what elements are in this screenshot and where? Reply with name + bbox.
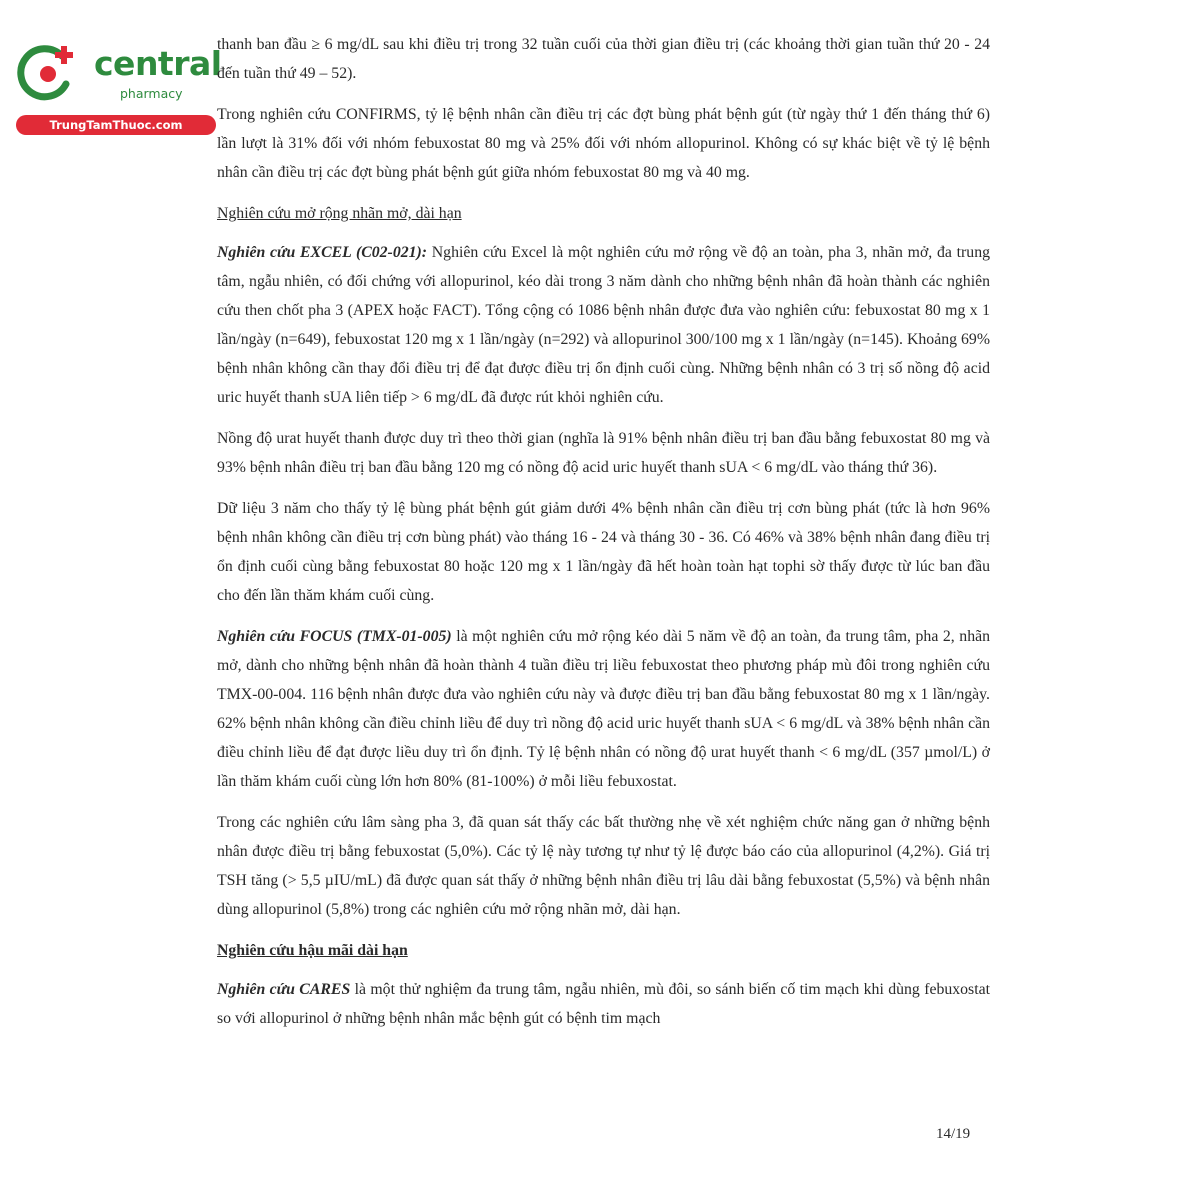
paragraph-cares	[217, 975, 990, 1033]
paragraph-cares-text: là một thử nghiệm đa trung tâm, ngẫu nhiên, mù đôi, so sánh biến cố tim mạch khi dùng febuxostat so với allopurinol ở những bệnh nhân mắc bệnh gút có bệnh tim mạch	[217, 981, 990, 1027]
paragraph-focus	[217, 622, 990, 796]
paragraph-focus-text: là một nghiên cứu mở rộng kéo dài 5 năm về độ an toàn, đa trung tâm, pha 2, nhãn mở, dành cho những bệnh nhân đã hoàn thành 4 tuần điều trị liều febuxostat theo phương pháp mù đôi trong nghiên cứu TMX-00-004. 116 bệnh nhân được đưa vào nghiên cứu này và được điều trị ban đầu bằng febuxostat 80 mg x 1 lần/ngày. 62% bệnh nhân không cần điều chỉnh liều để duy trì nồng độ acid uric huyết thanh sUA < 6 mg/dL và 38% bệnh nhân cần điều chỉnh liều để đạt được liều duy trì ổn định. Tỷ lệ bệnh nhân có nồng độ urat huyết thanh < 6 mg/dL (357 µmol/L) ở lần thăm khám cuối cùng lớn hơn 80% (81-100%) ở mỗi liều febuxostat.	[217, 628, 991, 790]
paragraph-excel-text: Nghiên cứu Excel là một nghiên cứu mở rộng về độ an toàn, pha 3, nhãn mở, đa trung tâm, ngẫu nhiên, có đối chứng với allopurinol, kéo dài trong 3 năm dành cho những bệnh nhân đã hoàn thành các nghiên cứu then chốt pha 3 (APEX hoặc FACT). Tổng cộng có 1086 bệnh nhân được đưa vào nghiên cứu: febuxostat 80 mg x 1 lần/ngày (n=649), febuxostat 120 mg x 1 lần/ngày (n=292) và allopurinol 300/100 mg x 1 lần/ngày (n=145). Khoảng 69% bệnh nhân không cần thay đổi điều trị để đạt được điều trị ổn định cuối cùng. Những bệnh nhân có 3 trị số nồng độ acid uric huyết thanh sUA liên tiếp > 6 mg/dL đã được rút khỏi nghiên cứu.	[217, 244, 990, 406]
pharmacy-logo-icon	[16, 42, 80, 106]
section-heading-postmarketing: Nghiên cứu hậu mãi dài hạn	[217, 942, 408, 959]
central-pharmacy-logo	[8, 30, 222, 140]
section-heading-open-label: Nghiên cứu mở rộng nhãn mở, dài hạn	[217, 205, 462, 222]
paragraph-urate-maintained: Nồng độ urat huyết thanh được duy trì theo thời gian (nghĩa là 91% bệnh nhân điều trị ban đầu bằng febuxostat 80 mg và 93% bệnh nhân điều trị ban đầu bằng 120 mg có nồng độ acid uric huyết thanh sUA < 6 mg/dL vào tháng thứ 36).	[217, 430, 990, 476]
paragraph-excel	[217, 238, 990, 412]
paragraph-three-year-data: Dữ liệu 3 năm cho thấy tỷ lệ bùng phát bệnh gút giảm dưới 4% bệnh nhân cần điều trị cơn bùng phát (tức là hơn 96% bệnh nhân không cần điều trị cơn bùng phát) vào tháng 16 - 24 và tháng 30 - 36. Có 46% và 38% bệnh nhân đang điều trị ổn định cuối cùng bằng febuxostat 80 hoặc 120 mg x 1 lần/ngày đã hết hoàn toàn hạt tophi sờ thấy được từ lúc ban đầu cho đến lần thăm khám cuối cùng.	[217, 500, 990, 604]
study-title-focus: Nghiên cứu FOCUS (TMX-01-005)	[217, 628, 452, 645]
paragraph-confirms-end: thanh ban đầu ≥ 6 mg/dL sau khi điều trị trong 32 tuần cuối của thời gian điều trị (các khoảng thời gian tuần thứ 20 - 24 đến tuần thứ 49 – 52).	[217, 36, 990, 82]
document-body	[217, 30, 990, 1045]
logo-subtitle: pharmacy	[120, 86, 183, 101]
logo-website-banner: TrungTamThuoc.com	[16, 115, 216, 135]
paragraph-confirms: Trong nghiên cứu CONFIRMS, tỷ lệ bệnh nhân cần điều trị các đợt bùng phát bệnh gút (từ ngày thứ 1 đến tháng thứ 6) lần lượt là 31% đối với nhóm febuxostat 80 mg và 25% đối với nhóm allopurinol. Không có sự khác biệt về tỷ lệ bệnh nhân cần điều trị các đợt bùng phát bệnh gút giữa nhóm febuxostat 80 mg và 40 mg.	[217, 106, 990, 181]
study-title-excel: Nghiên cứu EXCEL (C02-021):	[217, 244, 428, 261]
page-number: 14/19	[936, 1126, 971, 1142]
study-title-cares: Nghiên cứu CARES	[217, 981, 351, 998]
logo-wordmark: central	[94, 44, 222, 83]
paragraph-phase3-labs: Trong các nghiên cứu lâm sàng pha 3, đã quan sát thấy các bất thường nhẹ về xét nghiệm chức năng gan ở những bệnh nhân được điều trị bằng febuxostat (5,0%). Các tỷ lệ này tương tự như tỷ lệ được báo cáo của allopurinol (4,2%). Giá trị TSH tăng (> 5,5 µIU/mL) đã được quan sát thấy ở những bệnh nhân điều trị lâu dài bằng febuxostat (5,5%) và bệnh nhân dùng allopurinol (5,8%) trong các nghiên cứu mở rộng nhãn mở, dài hạn.	[217, 814, 990, 918]
